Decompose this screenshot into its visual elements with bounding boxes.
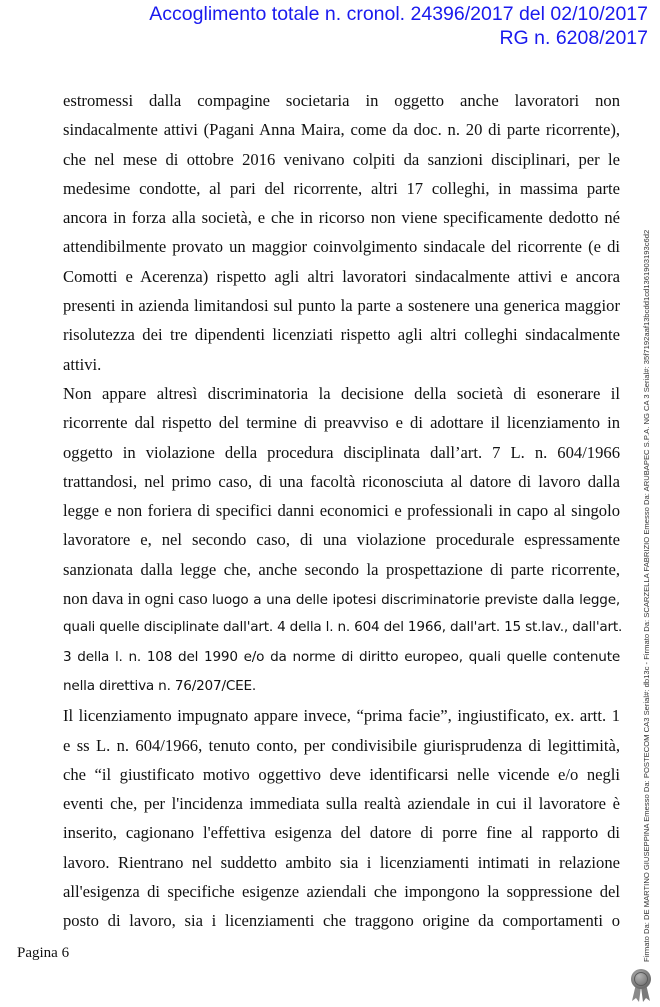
document-body	[63, 86, 623, 936]
serif-segment: non dava in ogni caso	[63, 589, 212, 609]
text-line: quali quelle disciplinate dall'art. 4 della l. n. 604 del 1966, dall'art. 15 st.lav., dall'art.	[63, 619, 623, 636]
text-line: ricorrente dal rispetto del termine di preavviso e di adottare il licenziamento in	[63, 413, 620, 433]
text-line: presenti in azienda limitandosi sul punto la parte a sostenere una generica maggior	[63, 296, 620, 316]
case-number: RG n. 6208/2017	[499, 27, 648, 49]
text-line: e ss L. n. 604/1966, tenuto conto, per condivisibile giurisprudenza di legittimità,	[63, 735, 620, 755]
sans-segment: luogo a una delle ipotesi discriminatorie previste dalla legge,	[211, 592, 620, 609]
text-line: all'esigenza di specifiche esigenze aziendali che impongono la soppressione del	[63, 882, 620, 902]
text-line: Comotti e Acerenza) rispetto agli altri lavoratori sindacalmente attivi e ancora	[63, 266, 620, 286]
mixed-font-line	[63, 584, 620, 613]
text-line: attivi.	[63, 354, 102, 374]
text-line: nella direttiva n. 76/207/CEE.	[63, 677, 257, 694]
document-header	[149, 2, 648, 50]
text-line: medesime condotte, al pari del ricorrente, altri 17 colleghi, in massima parte	[63, 178, 620, 198]
text-line: posto di lavoro, sia i licenziamenti che traggono origine da comportamenti o	[63, 911, 620, 931]
text-line: legge e non foriera di specifici danni economici e professionali in capo al singolo	[63, 501, 620, 521]
text-line: trattandosi, nel primo caso, di una facoltà riconosciuta al datore di lavoro dalla	[63, 471, 620, 491]
text-line: oggetto in violazione della procedura disciplinata dall’art. 7 L. n. 604/1966	[63, 442, 620, 462]
decision-reference: Accoglimento totale n. cronol. 24396/2017 del 02/10/2017	[149, 3, 648, 25]
text-line: inserito, cagionano l'effettiva esigenza del datore di porre fine al rapporto di	[63, 823, 620, 843]
seal-ribbon-icon	[630, 968, 652, 1004]
text-line: che “il giustificato motivo oggettivo deve identificarsi nelle vicende e/o negli	[63, 764, 620, 784]
text-line: risolutezza dei tre dipendenti licenziati rispetto agli altri colleghi sindacalmente	[63, 325, 620, 345]
text-line: attendibilmente provato un maggior coinvolgimento sindacale del ricorrente (e di	[63, 237, 620, 257]
text-line: che nel mese di ottobre 2016 venivano colpiti da sanzioni disciplinari, per le	[63, 149, 620, 169]
text-line: 3 della l. n. 108 del 1990 e/o da norme di diritto europeo, quali quelle contenute	[63, 648, 620, 665]
paragraph-start-line: Non appare altresì discriminatoria la decisione della società di esonerare il	[63, 383, 620, 403]
text-line: lavoro. Rientrano nel suddetto ambito sia i licenziamenti intimati in relazione	[63, 852, 620, 872]
paragraph-start-line: Il licenziamento impugnato appare invece, “prima facie”, ingiustificato, ex. artt. 1	[63, 706, 620, 726]
text-line: ancora in forza alla società, e che in ricorso non viene specificamente dedotto né	[63, 208, 620, 228]
text-line: sindacalmente attivi (Pagani Anna Maira, come da doc. n. 20 di parte ricorrente),	[63, 120, 620, 140]
text-line: estromessi dalla compagine societaria in oggetto anche lavoratori non	[63, 91, 620, 110]
text-line: sanzionata dalla legge che, anche secondo la prospettazione di parte ricorrente,	[63, 559, 620, 579]
digital-signature-stamp: Firmato Da: DE MARTINO GIUSEPPINA Emesso Da: POSTECOM CA3 Serial#: db13c - Firmato Da: SCARZELLA FABRIZIO Emesso Da: ARUBAPEC S.P.A. NG CA 3 Serial#: 35f7192aaf13bcdd1cd1361903193c6d2	[642, 229, 651, 962]
text-line: eventi che, per l'incidenza immediata sulla realtà aziendale in cui il lavoratore è	[63, 794, 620, 814]
text-line: lavoratore e, nel secondo caso, di una violazione procedurale espressamente	[63, 530, 620, 550]
page-number: Pagina 6	[17, 945, 70, 961]
